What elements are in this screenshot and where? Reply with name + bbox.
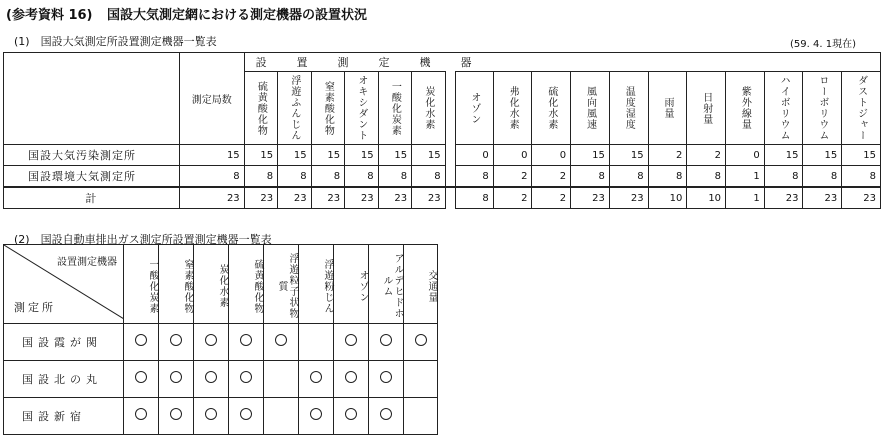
cell-value: 15 bbox=[345, 145, 378, 166]
page-title bbox=[6, 4, 367, 23]
col-header: 炭化水素 bbox=[412, 72, 446, 145]
col-header: 浮遊ふんじん bbox=[278, 72, 311, 145]
installed-circle-icon bbox=[240, 371, 252, 383]
station-label: 国設霞が関 bbox=[4, 324, 124, 361]
station-equipment-table bbox=[3, 52, 881, 209]
cell-value: 10 bbox=[648, 187, 687, 209]
station-header-blank bbox=[4, 53, 180, 145]
roadside-equipment-table bbox=[3, 244, 438, 435]
title-text: 国設大気測定網における測定機器の設置状況 bbox=[107, 8, 368, 23]
cell-value: 8 bbox=[345, 166, 378, 188]
col-header: オゾン bbox=[334, 245, 369, 324]
table-row bbox=[4, 145, 881, 166]
installed-cell bbox=[229, 398, 264, 435]
col-header: 温度湿度 bbox=[609, 72, 648, 145]
table-row bbox=[4, 361, 438, 398]
cell-value: 8 bbox=[764, 166, 803, 188]
installed-cell bbox=[369, 361, 404, 398]
cell-value: 8 bbox=[378, 166, 411, 188]
cell-value: 0 bbox=[493, 145, 532, 166]
cell-value: 23 bbox=[412, 187, 446, 209]
installed-circle-icon bbox=[205, 408, 217, 420]
installed-circle-icon bbox=[170, 371, 182, 383]
installed-cell bbox=[159, 361, 194, 398]
cell-value: 8 bbox=[687, 166, 726, 188]
installed-cell bbox=[194, 361, 229, 398]
cell-value: 8 bbox=[311, 166, 344, 188]
corner-bottom-label: 測定所 bbox=[14, 301, 56, 314]
col-header: 日射量 bbox=[687, 72, 726, 145]
row-label: 計 bbox=[4, 187, 180, 209]
cell-value: 8 bbox=[648, 166, 687, 188]
station-count: 8 bbox=[179, 166, 244, 188]
installed-cell bbox=[159, 398, 194, 435]
col-header: ダストジャー bbox=[842, 72, 881, 145]
cell-value: 2 bbox=[493, 166, 532, 188]
cell-value: 1 bbox=[726, 187, 765, 209]
cell-value: 23 bbox=[609, 187, 648, 209]
installed-cell bbox=[124, 398, 159, 435]
cell-value: 8 bbox=[244, 166, 277, 188]
installed-circle-icon bbox=[135, 334, 147, 346]
cell-value: 23 bbox=[378, 187, 411, 209]
cell-value: 15 bbox=[803, 145, 842, 166]
installed-cell bbox=[334, 324, 369, 361]
cell-value: 23 bbox=[842, 187, 881, 209]
cell-value: 23 bbox=[311, 187, 344, 209]
installed-cell bbox=[369, 398, 404, 435]
station-count: 23 bbox=[179, 187, 244, 209]
installed-cell bbox=[264, 398, 299, 435]
cell-value: 15 bbox=[609, 145, 648, 166]
cell-value: 23 bbox=[278, 187, 311, 209]
cell-value: 15 bbox=[311, 145, 344, 166]
installed-cell bbox=[404, 398, 438, 435]
installed-circle-icon bbox=[310, 408, 322, 420]
cell-value: 23 bbox=[803, 187, 842, 209]
installed-cell bbox=[299, 361, 334, 398]
installed-circle-icon bbox=[380, 371, 392, 383]
cell-value: 0 bbox=[532, 145, 571, 166]
row-label: 国設環境大気測定所 bbox=[4, 166, 180, 188]
cell-value: 2 bbox=[648, 145, 687, 166]
installed-circle-icon bbox=[275, 334, 287, 346]
cell-value: 15 bbox=[244, 145, 277, 166]
reference-number: (参考資料 16) bbox=[6, 8, 93, 23]
col-header: 風向風速 bbox=[571, 72, 610, 145]
installed-cell bbox=[229, 361, 264, 398]
station-label: 国設北の丸 bbox=[4, 361, 124, 398]
cell-value: 8 bbox=[842, 166, 881, 188]
section2-heading: (2) 国設自動車排出ガス測定所設置測定機器一覧表 bbox=[14, 233, 272, 246]
equipment-header: 設置測定機器 bbox=[456, 53, 881, 72]
installed-circle-icon bbox=[170, 334, 182, 346]
installed-cell bbox=[404, 324, 438, 361]
cell-value: 23 bbox=[345, 187, 378, 209]
col-header: 弗化水素 bbox=[493, 72, 532, 145]
col-header: 炭化水素 bbox=[194, 245, 229, 324]
installed-circle-icon bbox=[415, 334, 427, 346]
table-row bbox=[4, 398, 438, 435]
station-label: 国設新宿 bbox=[4, 398, 124, 435]
installed-circle-icon bbox=[345, 371, 357, 383]
installed-circle-icon bbox=[205, 371, 217, 383]
installed-cell bbox=[299, 324, 334, 361]
cell-value: 2 bbox=[493, 187, 532, 209]
cell-value: 8 bbox=[609, 166, 648, 188]
installed-circle-icon bbox=[170, 408, 182, 420]
installed-circle-icon bbox=[240, 408, 252, 420]
cell-value: 2 bbox=[532, 187, 571, 209]
cell-value: 10 bbox=[687, 187, 726, 209]
col-header: 一酸化炭素 bbox=[378, 72, 411, 145]
table-row bbox=[4, 187, 881, 209]
cell-value: 15 bbox=[764, 145, 803, 166]
installed-cell bbox=[264, 324, 299, 361]
installed-circle-icon bbox=[345, 334, 357, 346]
cell-value: 2 bbox=[687, 145, 726, 166]
installed-circle-icon bbox=[310, 371, 322, 383]
section1-heading: (1) 国設大気測定所設置測定機器一覧表 bbox=[14, 35, 217, 48]
cell-value: 23 bbox=[764, 187, 803, 209]
cell-value: 8 bbox=[412, 166, 446, 188]
col-header: 浮遊粉じん bbox=[299, 245, 334, 324]
installed-cell bbox=[334, 361, 369, 398]
table-row bbox=[4, 324, 438, 361]
cell-value: 15 bbox=[278, 145, 311, 166]
installed-cell bbox=[229, 324, 264, 361]
col-header: 交通量 bbox=[404, 245, 438, 324]
as-of-date: (59. 4. 1現在) bbox=[790, 39, 856, 50]
col-header: 窒素酸化物 bbox=[311, 72, 344, 145]
col-header: 窒素酸化物 bbox=[159, 245, 194, 324]
cell-value: 15 bbox=[412, 145, 446, 166]
col-header: 一酸化炭素 bbox=[124, 245, 159, 324]
row-label: 国設大気汚染測定所 bbox=[4, 145, 180, 166]
corner-top-label: 設置測定機器 bbox=[57, 257, 117, 268]
cell-value: 15 bbox=[571, 145, 610, 166]
installed-cell bbox=[194, 398, 229, 435]
installed-cell bbox=[124, 324, 159, 361]
col-header: オキシダント bbox=[345, 72, 378, 145]
table-row bbox=[4, 166, 881, 188]
cell-value: 8 bbox=[456, 166, 494, 188]
installed-cell bbox=[194, 324, 229, 361]
installed-circle-icon bbox=[135, 408, 147, 420]
cell-value: 1 bbox=[726, 166, 765, 188]
col-header: ハイボリウム bbox=[764, 72, 803, 145]
installed-circle-icon bbox=[380, 408, 392, 420]
cell-value: 2 bbox=[532, 166, 571, 188]
installed-circle-icon bbox=[345, 408, 357, 420]
col-header: 紫外線量 bbox=[726, 72, 765, 145]
col-header: ローボリウム bbox=[803, 72, 842, 145]
col-header: 浮遊粒子状物質 bbox=[264, 245, 299, 324]
installed-cell bbox=[404, 361, 438, 398]
cell-value: 0 bbox=[456, 145, 494, 166]
cell-value: 8 bbox=[803, 166, 842, 188]
station-count-header: 測定局数 bbox=[179, 53, 244, 145]
corner-cell bbox=[4, 245, 124, 324]
cell-value: 15 bbox=[378, 145, 411, 166]
station-count: 15 bbox=[179, 145, 244, 166]
col-header: オゾン bbox=[456, 72, 494, 145]
installed-cell bbox=[334, 398, 369, 435]
installed-circle-icon bbox=[135, 371, 147, 383]
installed-circle-icon bbox=[240, 334, 252, 346]
installed-circle-icon bbox=[380, 334, 392, 346]
installed-circle-icon bbox=[205, 334, 217, 346]
installed-cell bbox=[264, 361, 299, 398]
col-header: 雨量 bbox=[648, 72, 687, 145]
col-header: 硫黄酸化物 bbox=[229, 245, 264, 324]
installed-cell bbox=[124, 361, 159, 398]
cell-value: 23 bbox=[571, 187, 610, 209]
installed-cell bbox=[369, 324, 404, 361]
cell-value: 15 bbox=[842, 145, 881, 166]
column-header-row bbox=[4, 245, 438, 324]
installed-cell bbox=[159, 324, 194, 361]
col-header: アルデヒドホルム bbox=[369, 245, 404, 324]
cell-value: 8 bbox=[571, 166, 610, 188]
cell-value: 8 bbox=[456, 187, 494, 209]
cell-value: 0 bbox=[726, 145, 765, 166]
col-header: 硫化水素 bbox=[532, 72, 571, 145]
cell-value: 23 bbox=[244, 187, 277, 209]
cell-value: 8 bbox=[278, 166, 311, 188]
col-header: 硫黄酸化物 bbox=[244, 72, 277, 145]
installed-cell bbox=[299, 398, 334, 435]
